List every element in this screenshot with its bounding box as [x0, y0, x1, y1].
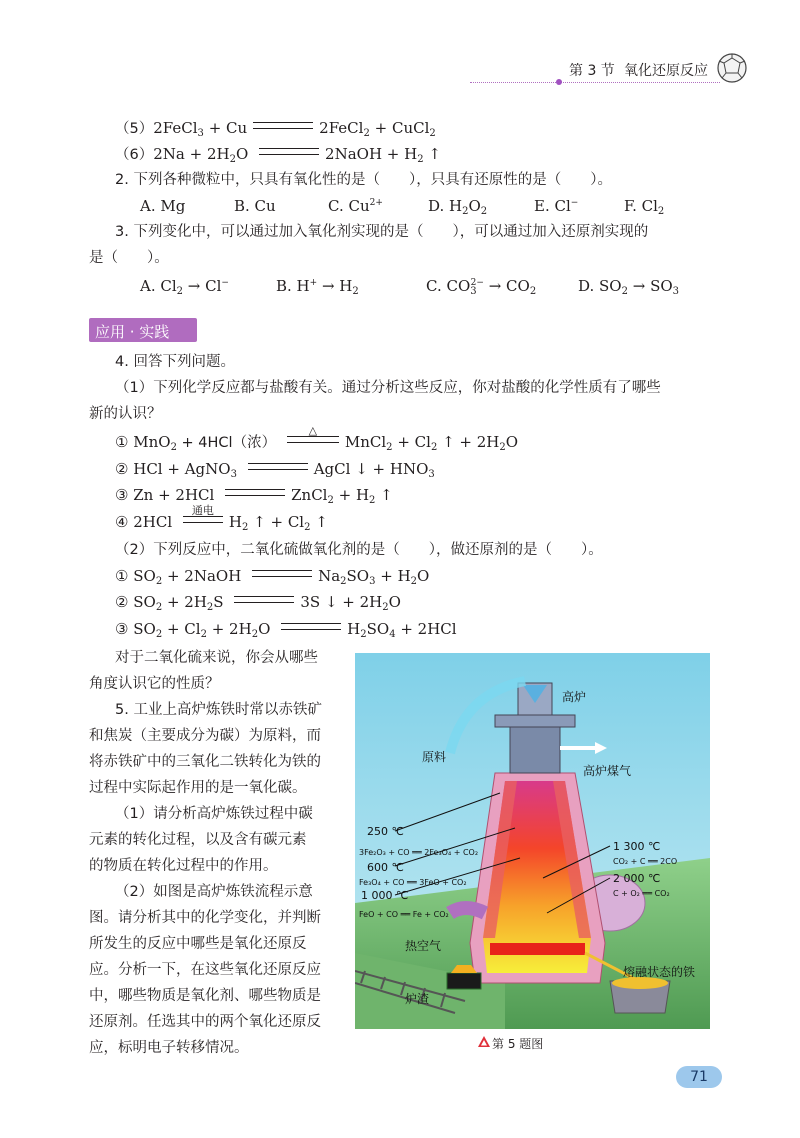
label-reaction-2: Fe₃O₄ + CO ══ 3FeO + CO₂	[359, 878, 467, 887]
equation-6: $(6)2Na + 2H_2O$ 2NaOH + $H_2$ ↑	[115, 145, 441, 165]
q5-line: 应，标明电子转移情况。	[89, 1040, 249, 1056]
q3-option-d: D. $SO_2 \to SO_3$	[578, 277, 680, 297]
label-temp-1300: 1 300 ℃	[613, 840, 661, 853]
q5-line: （2）如图是高炉炼铁流程示意	[115, 884, 313, 900]
equation-so2-3: ③ $SO_2 + Cl_2 + 2H_2O$ $H_2SO_4 + 2HCl$	[115, 620, 457, 640]
q5-line: 和焦炭（主要成分为碳）为原料，而	[89, 728, 321, 744]
question-3-line1: 3. 下列变化中，可以通过加入氧化剂实现的是（ ），可以通过加入还原剂实现的	[115, 224, 649, 240]
q2-option-a: A. Mg	[140, 197, 186, 215]
label-furnace-gas: 高炉煤气	[583, 764, 632, 778]
label-slag: 炉渣	[405, 992, 430, 1006]
label-furnace: 高炉	[562, 690, 587, 704]
q5-line: （1）请分析高炉炼铁过程中碳	[115, 806, 313, 822]
q5-line: 还原剂。任选其中的两个氧化还原反	[89, 1014, 321, 1030]
q5-line: 的物质在转化过程中的作用。	[89, 858, 278, 874]
q5-line: 过程中实际起作用的是一氧化碳。	[89, 780, 307, 796]
equation-4-3: ③ Zn + 2HCl ZnCl$_2$ + $H_2$ ↑	[115, 486, 393, 506]
q3-option-a: A. $Cl_2 \to Cl^-$	[140, 277, 229, 297]
q4-part1-line2: 新的认识？	[89, 406, 162, 422]
label-temp-1000: 1 000 ℃	[361, 889, 409, 902]
q3-option-b: B. $H^+ \to H_2$	[276, 277, 359, 297]
q2-option-e: E. Cl−	[534, 197, 579, 215]
q5-line: 5. 工业上高炉炼铁时常以赤铁矿	[115, 702, 322, 718]
q5-line: 图。请分析其中的化学变化，并判断	[89, 910, 321, 926]
header-rule	[470, 82, 720, 83]
q5-line: 将赤铁矿中的三氧化二铁转化为铁的	[89, 754, 321, 770]
molecule-icon	[716, 52, 748, 84]
blast-furnace-diagram	[355, 653, 710, 1029]
label-raw-material: 原料	[422, 750, 447, 764]
label-reaction-3: FeO + CO ══ Fe + CO₂	[359, 910, 449, 919]
q5-line: 中，哪些物质是氧化剂、哪些物质是	[89, 988, 321, 1004]
question-3-line2: 是（ ）。	[89, 250, 169, 266]
question-4-title: 4. 回答下列问题。	[115, 354, 235, 370]
section-title: 氧化还原反应	[624, 63, 708, 79]
q4-part3-line2: 角度认识它的性质？	[89, 676, 220, 692]
q3-option-c: C. $CO_3^{2-} \to CO_2$	[426, 277, 537, 297]
header-dot	[556, 79, 562, 85]
q2-option-d: D. $H_2O_2$	[428, 197, 488, 217]
q2-option-b: B. Cu	[234, 197, 276, 215]
q4-part1-line1: （1）下列化学反应都与盐酸有关。通过分析这些反应，你对盐酸的化学性质有了哪些	[115, 380, 661, 396]
label-temp-600: 600 ℃	[367, 861, 404, 874]
q5-line: 元素的转化过程，以及含有碳元素	[89, 832, 307, 848]
q2-option-c: C. $Cu^{2+}$	[328, 197, 383, 215]
figure-caption: 第 5 题图	[492, 1037, 544, 1051]
section-number: 第 3 节	[569, 63, 615, 79]
equation-5: （5）2FeCl$_3$ + Cu 2FeCl$_2$ + CuCl$_2$	[115, 119, 436, 139]
label-temp-250: 250 ℃	[367, 825, 404, 838]
label-reaction-5: C + O₂ ══ CO₂	[613, 889, 670, 898]
label-reaction-1: 3Fe₂O₃ + CO ══ 2Fe₃O₄ + CO₂	[359, 848, 479, 857]
label-hot-air: 热空气	[405, 939, 442, 953]
caption-marker-icon	[478, 1036, 490, 1048]
label-reaction-4: CO₂ + C ══ 2CO	[613, 857, 678, 866]
equation-so2-2: ② $SO_2 + 2H_2S$ 3S ↓ + $2H_2O$	[115, 593, 401, 613]
equation-4-1: ① MnO$_2$ + 4HCl（浓） △ MnCl$_2$ + $Cl_2$ ↑ + $2H_2O$	[115, 424, 519, 453]
question-2: 2. 下列各种微粒中，只具有氧化性的是（ ），只具有还原性的是（ ）。	[115, 172, 612, 188]
equation-4-4: ④ 2HCl 通电 $H_2$ ↑ + $Cl_2$ ↑	[115, 504, 328, 533]
section-tag: 应用 · 实践	[89, 318, 197, 342]
equation-so2-1: ① $SO_2$ + 2NaOH $Na_2SO_3 + H_2O$	[115, 567, 430, 587]
page-number: 71	[676, 1066, 722, 1088]
page-header	[0, 0, 800, 100]
q4-part2: （2）下列反应中，二氧化硫做氧化剂的是（ ），做还原剂的是（ ）。	[115, 542, 603, 558]
q4-part3-line1: 对于二氧化硫来说，你会从哪些	[115, 650, 318, 666]
q2-option-f: F. $Cl_2$	[624, 197, 665, 217]
label-molten-iron: 熔融状态的铁	[623, 965, 696, 979]
equation-4-2: ② HCl + AgNO$_3$ AgCl ↓ + $HNO_3$	[115, 460, 435, 480]
label-temp-2000: 2 000 ℃	[613, 872, 661, 885]
q5-line: 应。分析一下，在这些氧化还原反应	[89, 962, 321, 978]
q5-line: 所发生的反应中哪些是氧化还原反	[89, 936, 307, 952]
